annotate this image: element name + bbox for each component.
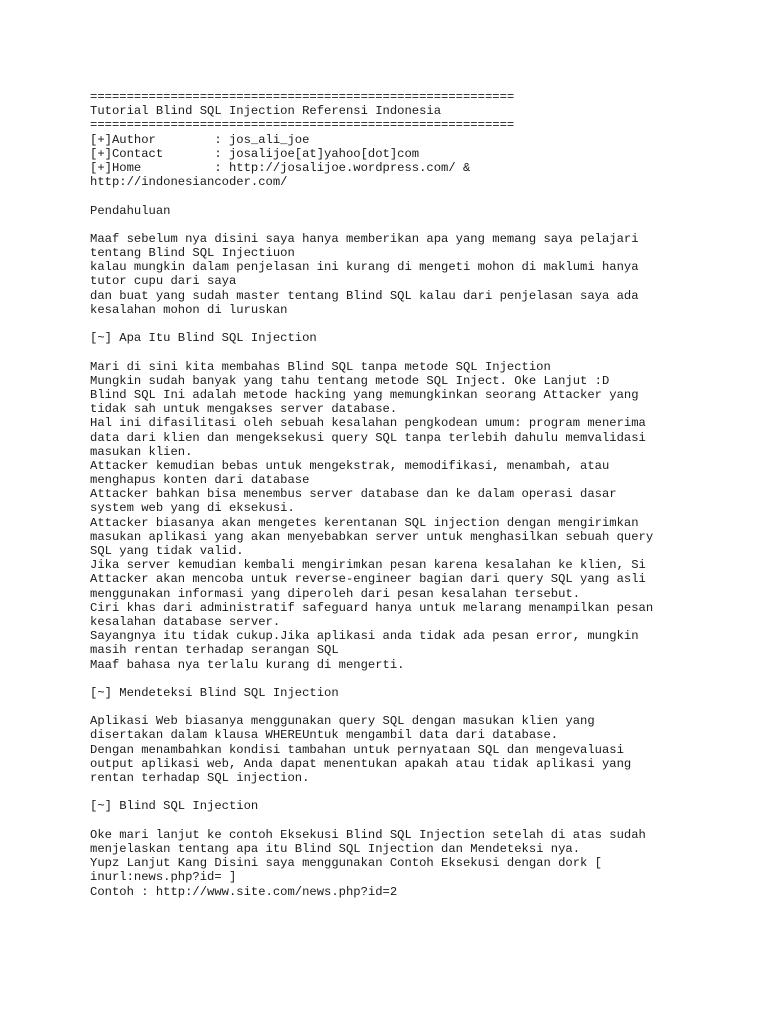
blank-line: [90, 218, 750, 232]
text-line: menghapus konten dari database: [90, 473, 310, 488]
text-line: [+]Home : http://josalijoe.wordpress.com/ &: [90, 160, 471, 175]
text-line: kesalahan database server.: [90, 614, 281, 629]
text-line: kesalahan mohon di luruskan: [90, 302, 288, 317]
text-line: Yupz Lanjut Kang Disini saya menggunakan Contoh Eksekusi dengan dork [: [90, 856, 602, 871]
text-line: ==========================================================: [90, 118, 515, 133]
text-line: Attacker kemudian bebas untuk mengekstrak, memodifikasi, menambah, atau: [90, 458, 610, 473]
text-line: Oke mari lanjut ke contoh Eksekusi Blind SQL Injection setelah di atas sudah: [90, 827, 646, 842]
blank-line: [90, 317, 750, 331]
text-line: Aplikasi Web biasanya menggunakan query SQL dengan masukan klien yang: [90, 714, 595, 729]
text-line: tidak sah untuk mengakses server database.: [90, 402, 398, 417]
text-line: dan buat yang sudah master tentang Blind SQL kalau dari penjelasan saya ada: [90, 288, 639, 303]
text-line: Attacker akan mencoba untuk reverse-engineer bagian dari query SQL yang asli: [90, 572, 646, 587]
text-line: Jika server kemudian kembali mengirimkan pesan karena kesalahan ke klien, Si: [90, 558, 646, 573]
text-line: system web yang di eksekusi.: [90, 501, 295, 516]
text-line: rentan terhadap SQL injection.: [90, 771, 310, 785]
text-line: Tutorial Blind SQL Injection Referensi Indonesia: [90, 104, 442, 119]
blank-line: [90, 700, 750, 714]
blank-line: [90, 785, 750, 799]
text-line: Pendahuluan: [90, 203, 171, 218]
text-line: Mungkin sudah banyak yang tahu tentang metode SQL Inject. Oke Lanjut :D: [90, 373, 610, 388]
text-line: Mari di sini kita membahas Blind SQL tanpa metode SQL Injection: [90, 359, 551, 374]
blank-line: [90, 814, 750, 828]
text-line: Dengan menambahkan kondisi tambahan untuk pernyataan SQL dan mengevaluasi: [90, 742, 624, 757]
blank-line: [90, 345, 750, 359]
text-line: menjelaskan tentang apa itu Blind SQL Injection dan Mendeteksi nya.: [90, 841, 581, 856]
text-line: masukan klien.: [90, 444, 193, 459]
blank-line: [90, 672, 750, 686]
text-line: SQL yang tidak valid.: [90, 544, 244, 558]
text-line: Attacker bahkan bisa menembus server database dan ke dalam operasi dasar: [90, 487, 617, 502]
blank-line: [90, 189, 750, 203]
text-line: Blind SQL Ini adalah metode hacking yang memungkinkan seorang Attacker yang: [90, 387, 639, 402]
text-line: masukan aplikasi yang akan menyebabkan server untuk menghasilkan sebuah query: [90, 529, 654, 544]
text-line: [+]Author : jos_ali_joe: [90, 132, 310, 147]
text-line: Maaf sebelum nya disini saya hanya memberikan apa yang memang saya pelajari: [90, 231, 639, 246]
text-line: tutor cupu dari saya: [90, 274, 237, 289]
text-line: http://indonesiancoder.com/: [90, 175, 288, 190]
text-line: Contoh : http://www.site.com/news.php?id=2: [90, 884, 398, 899]
document-body: [90, 90, 750, 899]
text-line: menggunakan informasi yang diperoleh dari pesan kesalahan tersebut.: [90, 586, 581, 601]
text-line: Ciri khas dari administratif safeguard hanya untuk melarang menampilkan pesan: [90, 600, 654, 615]
text-line: data dari klien dan mengeksekusi query SQL tanpa terlebih dahulu memvalidasi: [90, 430, 646, 445]
text-line: disertakan dalam klausa WHEREUntuk mengambil data dari database.: [90, 728, 559, 743]
text-line: [~] Blind SQL Injection: [90, 799, 259, 814]
text-line: [~] Apa Itu Blind SQL Injection: [90, 331, 317, 346]
text-line: tentang Blind SQL Injectiuon: [90, 246, 295, 261]
text-line: ==========================================================: [90, 90, 515, 104]
text-line: Maaf bahasa nya terlalu kurang di mengerti.: [90, 657, 405, 672]
text-line: Sayangnya itu tidak cukup.Jika aplikasi anda tidak ada pesan error, mungkin: [90, 629, 639, 644]
text-line: inurl:news.php?id= ]: [90, 870, 237, 885]
text-line: Hal ini difasilitasi oleh sebuah kesalahan pengkodean umum: program menerima: [90, 416, 646, 431]
text-line: Attacker biasanya akan mengetes kerentanan SQL injection dengan mengirimkan: [90, 515, 639, 530]
text-line: [~] Mendeteksi Blind SQL Injection: [90, 685, 339, 700]
text-line: output aplikasi web, Anda dapat menentukan apakah atau tidak aplikasi yang: [90, 756, 632, 771]
text-line: [+]Contact : josalijoe[at]yahoo[dot]com: [90, 146, 420, 161]
text-line: kalau mungkin dalam penjelasan ini kurang di mengeti mohon di maklumi hanya: [90, 260, 639, 275]
text-line: masih rentan terhadap serangan SQL: [90, 643, 339, 658]
